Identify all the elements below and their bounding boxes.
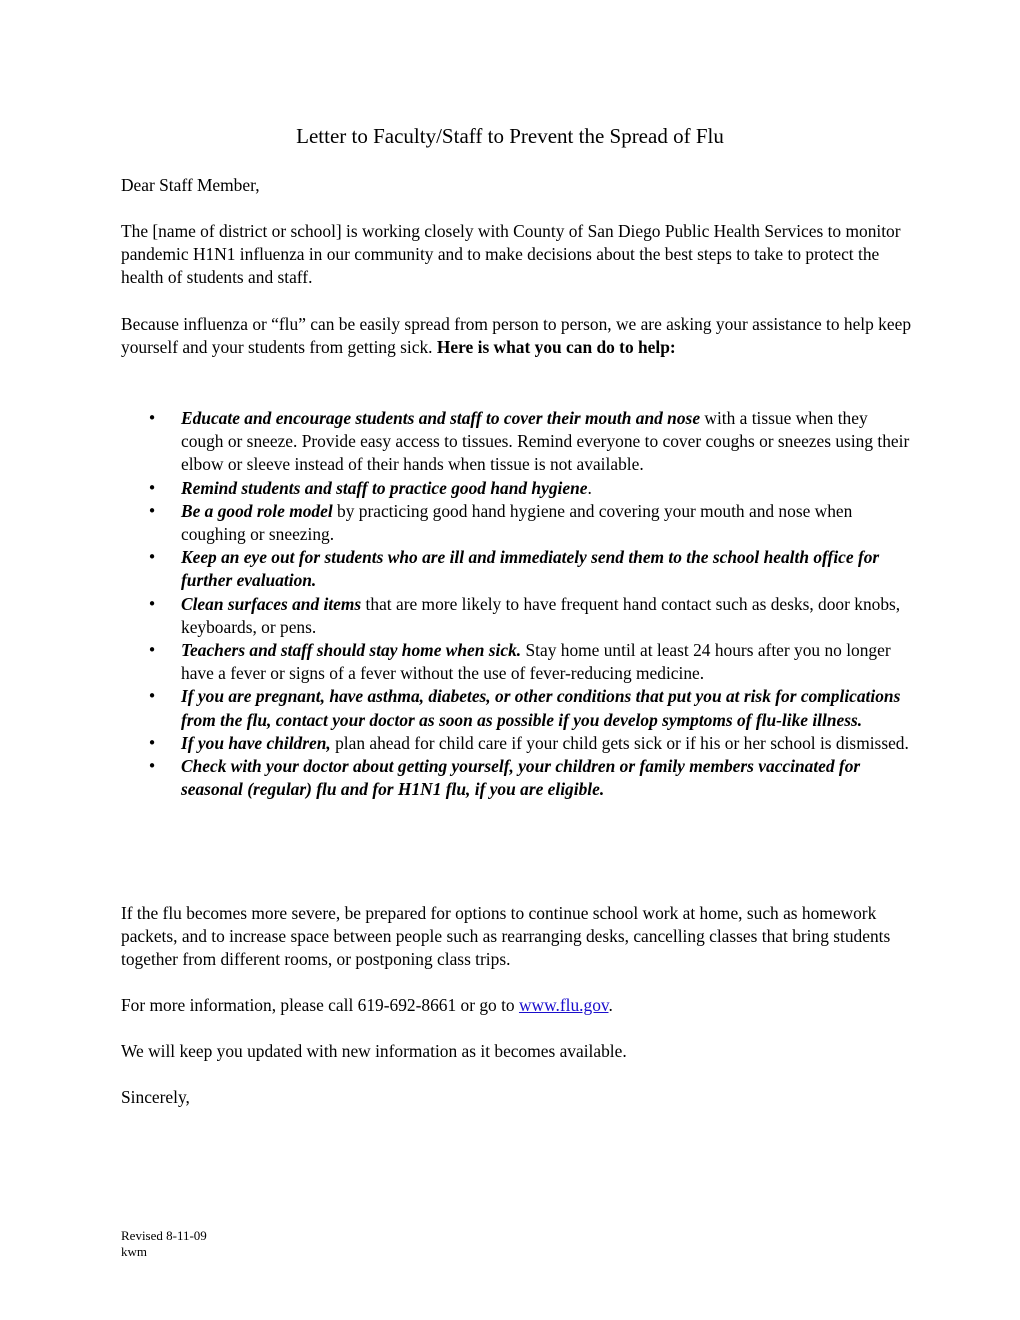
author-initials: kwm xyxy=(121,1244,147,1259)
list-item xyxy=(121,500,911,546)
list-item-emphasis: Teachers and staff should stay home when sick. xyxy=(181,640,522,661)
list-item xyxy=(121,407,911,477)
intro-paragraph: The [name of district or school] is working closely with County of San Diego Public Health Services to monitor pandemic H1N1 influenza in our community and to make decisions about the best steps to take to protect the health of students and staff. xyxy=(121,221,901,288)
list-item xyxy=(121,732,911,755)
bullet-icon: • xyxy=(147,409,157,427)
bullet-icon: • xyxy=(147,733,157,752)
flu-gov-link[interactable]: www.flu.gov xyxy=(518,995,609,1015)
list-item-emphasis: Check with your doctor about getting yourself, your children or family members vaccinated for seasonal (regular) flu and for H1N1 flu, if you are eligible. xyxy=(181,756,861,800)
list-item-text: that are more likely to have frequent hand contact such as desks, door knobs, keyboards, or pens. xyxy=(181,593,901,637)
list-item-emphasis: Clean surfaces and items xyxy=(181,593,362,614)
list-item xyxy=(121,755,911,801)
list-item xyxy=(121,477,911,500)
list-item-emphasis: Remind students and staff to practice good hand hygiene xyxy=(181,477,588,498)
list-item-emphasis: Be a good role model xyxy=(181,500,333,521)
list-item-text: by practicing good hand hygiene and covering your mouth and nose when coughing or sneezing. xyxy=(181,500,853,545)
bullet-icon: • xyxy=(147,594,157,613)
bullet-icon: • xyxy=(147,641,157,660)
bullet-icon: • xyxy=(147,757,157,776)
list-item xyxy=(121,639,911,685)
info-paragraph xyxy=(121,994,911,1017)
list-item-text: with a tissue when they cough or sneeze. Provide easy access to tissues. Remind everyone to cover coughs or sneezes using their elbow or sleeve instead of their hands when tissue is not available. xyxy=(181,408,910,475)
list-item-emphasis: If you are pregnant, have asthma, diabetes, or other conditions that put you at risk for complications from the flu, contact your doctor as soon as possible if you develop symptoms of flu-like illness. xyxy=(181,686,901,730)
bullet-icon: • xyxy=(147,478,157,497)
list-item-emphasis: Keep an eye out for students who are ill and immediately send them to the school health office for further evaluation. xyxy=(181,547,880,591)
list-item xyxy=(121,593,911,639)
list-item xyxy=(121,685,911,731)
request-paragraph xyxy=(121,313,911,359)
severity-paragraph: If the flu becomes more severe, be prepared for options to continue school work at home, such as homework packets, and to increase space between people such as rearranging desks, cancelling classes that bring students together from different rooms, or postponing class trips. xyxy=(121,903,891,970)
list-item-text: Stay home until at least 24 hours after you no longer have a fever or signs of a fever without the use of fever-reducing medicine. xyxy=(181,640,891,684)
bullet-icon: • xyxy=(147,687,157,706)
bullet-icon: • xyxy=(147,548,157,567)
list-item-text: plan ahead for child care if your child gets sick or if his or her school is dismissed. xyxy=(330,732,909,753)
salutation: Dear Staff Member, xyxy=(121,175,260,195)
revision-footer xyxy=(121,1228,207,1260)
list-item xyxy=(121,546,911,592)
list-item-emphasis: Educate and encourage students and staff to cover their mouth and nose xyxy=(181,408,701,428)
request-text: Because influenza or “flu” can be easily spread from person to person, we are asking your assistance to help keep yourself and your students from getting sick. xyxy=(121,314,912,358)
list-item-emphasis: If you have children, xyxy=(181,732,331,753)
bullet-icon: • xyxy=(147,501,157,520)
info-text: For more information, please call 619-692-8661 or go to xyxy=(121,995,519,1015)
request-callout: Here is what you can do to help: xyxy=(436,337,676,358)
info-suffix: . xyxy=(608,995,613,1015)
list-item-text: . xyxy=(587,477,592,498)
closing: Sincerely, xyxy=(121,1087,190,1107)
prevention-list xyxy=(121,407,911,801)
page-title: Letter to Faculty/Staff to Prevent the Spread of Flu xyxy=(296,124,724,148)
update-paragraph: We will keep you updated with new information as it becomes available. xyxy=(121,1041,627,1061)
revision-date: Revised 8-11-09 xyxy=(121,1228,207,1243)
